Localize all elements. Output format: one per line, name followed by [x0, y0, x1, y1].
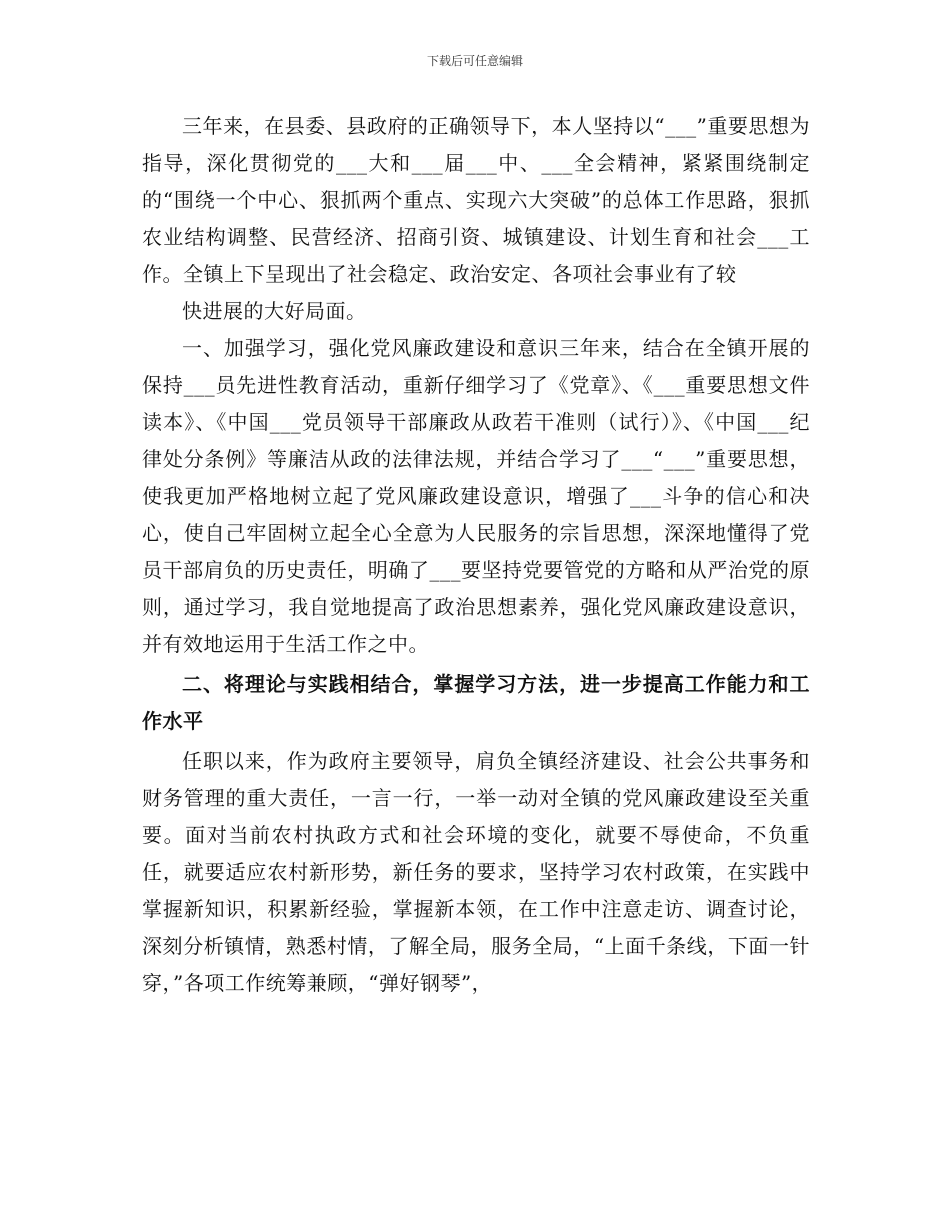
paragraph-intro-continued: 快进展的大好局面。: [182, 299, 367, 323]
page-header: 下载后可任意编辑: [426, 54, 523, 68]
document-body: [142, 108, 810, 1002]
section-two-heading: 二、将理论与实践相结合，掌握学习方法，进一步提高工作能力和工作水平: [142, 672, 810, 733]
paragraph-intro: 三年来，在县委、县政府的正确领导下，本人坚持以“___”重要思想为指导，深化贯彻党的___大和___届___中、___全会精神，紧紧围绕制定的“围绕一个中心、狠抓两个重点、实现六大突破”的总体工作思路，狠抓农业结构调整、民营经济、招商引资、城镇建设、计划生育和社会___工作。全镇上下呈现出了社会稳定、政治安定、各项社会事业有了较: [142, 114, 810, 286]
paragraph-section-two: 任职以来，作为政府主要领导，肩负全镇经济建设、社会公共事务和财务管理的重大责任，一言一行，一举一动对全镇的党风廉政建设至关重要。面对当前农村执政方式和社会环境的变化，就要不辱使命，不负重任，就要适应农村新形势，新任务的要求，坚持学习农村政策，在实践中掌握新知识，积累新经验，掌握新本领，在工作中注意走访、调查讨论，深刻分析镇情，熟悉村情，了解全局，服务全局，“上面千条线，下面一针穿，”各项工作统筹兼顾，“弹好钢琴”，: [142, 749, 810, 995]
paragraph-section-one: 一、加强学习，强化党风廉政建设和意识三年来，结合在全镇开展的保持___员先进性教育活动，重新仔细学习了《党章》、《___重要思想文件读本》、《中国___党员领导干部廉政从政若干准则（试行）》、《中国___纪律处分条例》等廉洁从政的法律法规，并结合学习了___“___”重要思想，使我更加严格地树立起了党风廉政建设意识，增强了___斗争的信心和决心，使自己牢固树立起全心全意为人民服务的宗旨思想，深深地懂得了党员干部肩负的历史责任，明确了___要坚持党要管党的方略和从严治党的原则，通过学习，我自觉地提高了政治思想素养，强化党风廉政建设意识，并有效地运用于生活工作之中。: [142, 336, 810, 656]
